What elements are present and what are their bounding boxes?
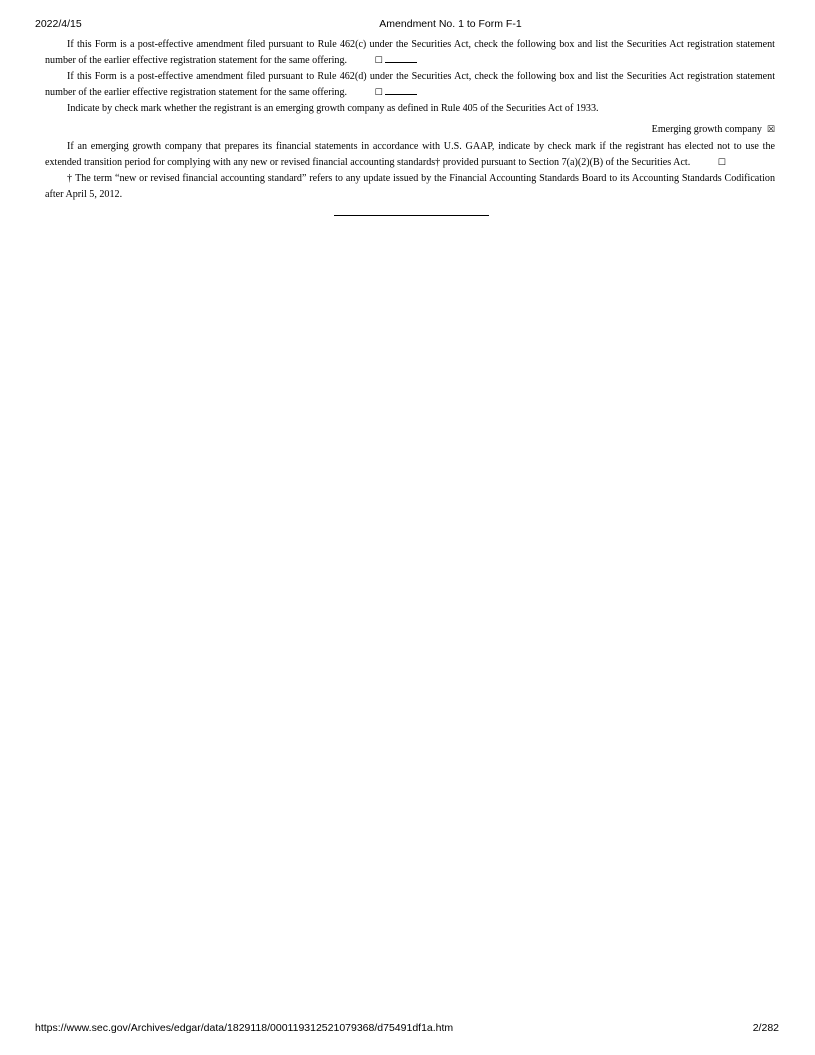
rule-462c-paragraph	[45, 37, 775, 69]
document-url[interactable]: https://www.sec.gov/Archives/edgar/data/1829118/000119312521079368/d75491df1a.htm	[35, 1022, 454, 1034]
footnote-paragraph	[45, 171, 775, 203]
indicate-egc-text: Indicate by check mark whether the registrant is an emerging growth company as defined in Rule 405 of the Securities Act of 1933.	[67, 103, 599, 114]
print-date: 2022/4/15	[35, 18, 82, 30]
egc-checkbox[interactable]: ☒	[766, 125, 775, 135]
egc-label: Emerging growth company	[651, 124, 762, 135]
egc-row	[45, 122, 775, 138]
document-title: Amendment No. 1 to Form F-1	[379, 18, 522, 30]
section-separator-line	[334, 215, 489, 216]
rule-462d-text: If this Form is a post-effective amendment filed pursuant to Rule 462(d) under the Securities Act, check the following box and list the Securities Act registration statement number of the earlier effective registration statement for the same offering.	[45, 71, 775, 98]
rule-462c-checkbox[interactable]: ☐	[374, 56, 383, 66]
rule-462d-checkbox[interactable]: ☐	[374, 88, 383, 98]
egc-transition-checkbox[interactable]: ☐	[717, 158, 726, 168]
rule-462c-text: If this Form is a post-effective amendment filed pursuant to Rule 462(c) under the Securities Act, check the following box and list the Securities Act registration statement number of the earlier effective registration statement for the same offering.	[45, 39, 775, 66]
page-number: 2/282	[752, 1022, 779, 1034]
egc-transition-text: If an emerging growth company that prepares its financial statements in accordance with U.S. GAAP, indicate by check mark if the registrant has elected not to use the extended transition period for complying with any new or revised financial accounting standards† provided pursuant to Section 7(a)(2)(B) of the Securities Act.	[45, 141, 775, 168]
rule-462c-registration-number-blank	[385, 53, 417, 63]
print-header	[0, 18, 815, 32]
rule-462d-paragraph	[45, 69, 775, 101]
print-footer	[0, 1022, 815, 1036]
egc-transition-paragraph	[45, 139, 775, 171]
indicate-egc-paragraph	[45, 101, 775, 117]
rule-462d-registration-number-blank	[385, 85, 417, 95]
document-body	[45, 37, 775, 203]
footnote-text: † The term “new or revised financial accounting standard” refers to any update issued by the Financial Accounting Standards Board to its Accounting Standards Codification after April 5, 2012.	[45, 173, 775, 200]
